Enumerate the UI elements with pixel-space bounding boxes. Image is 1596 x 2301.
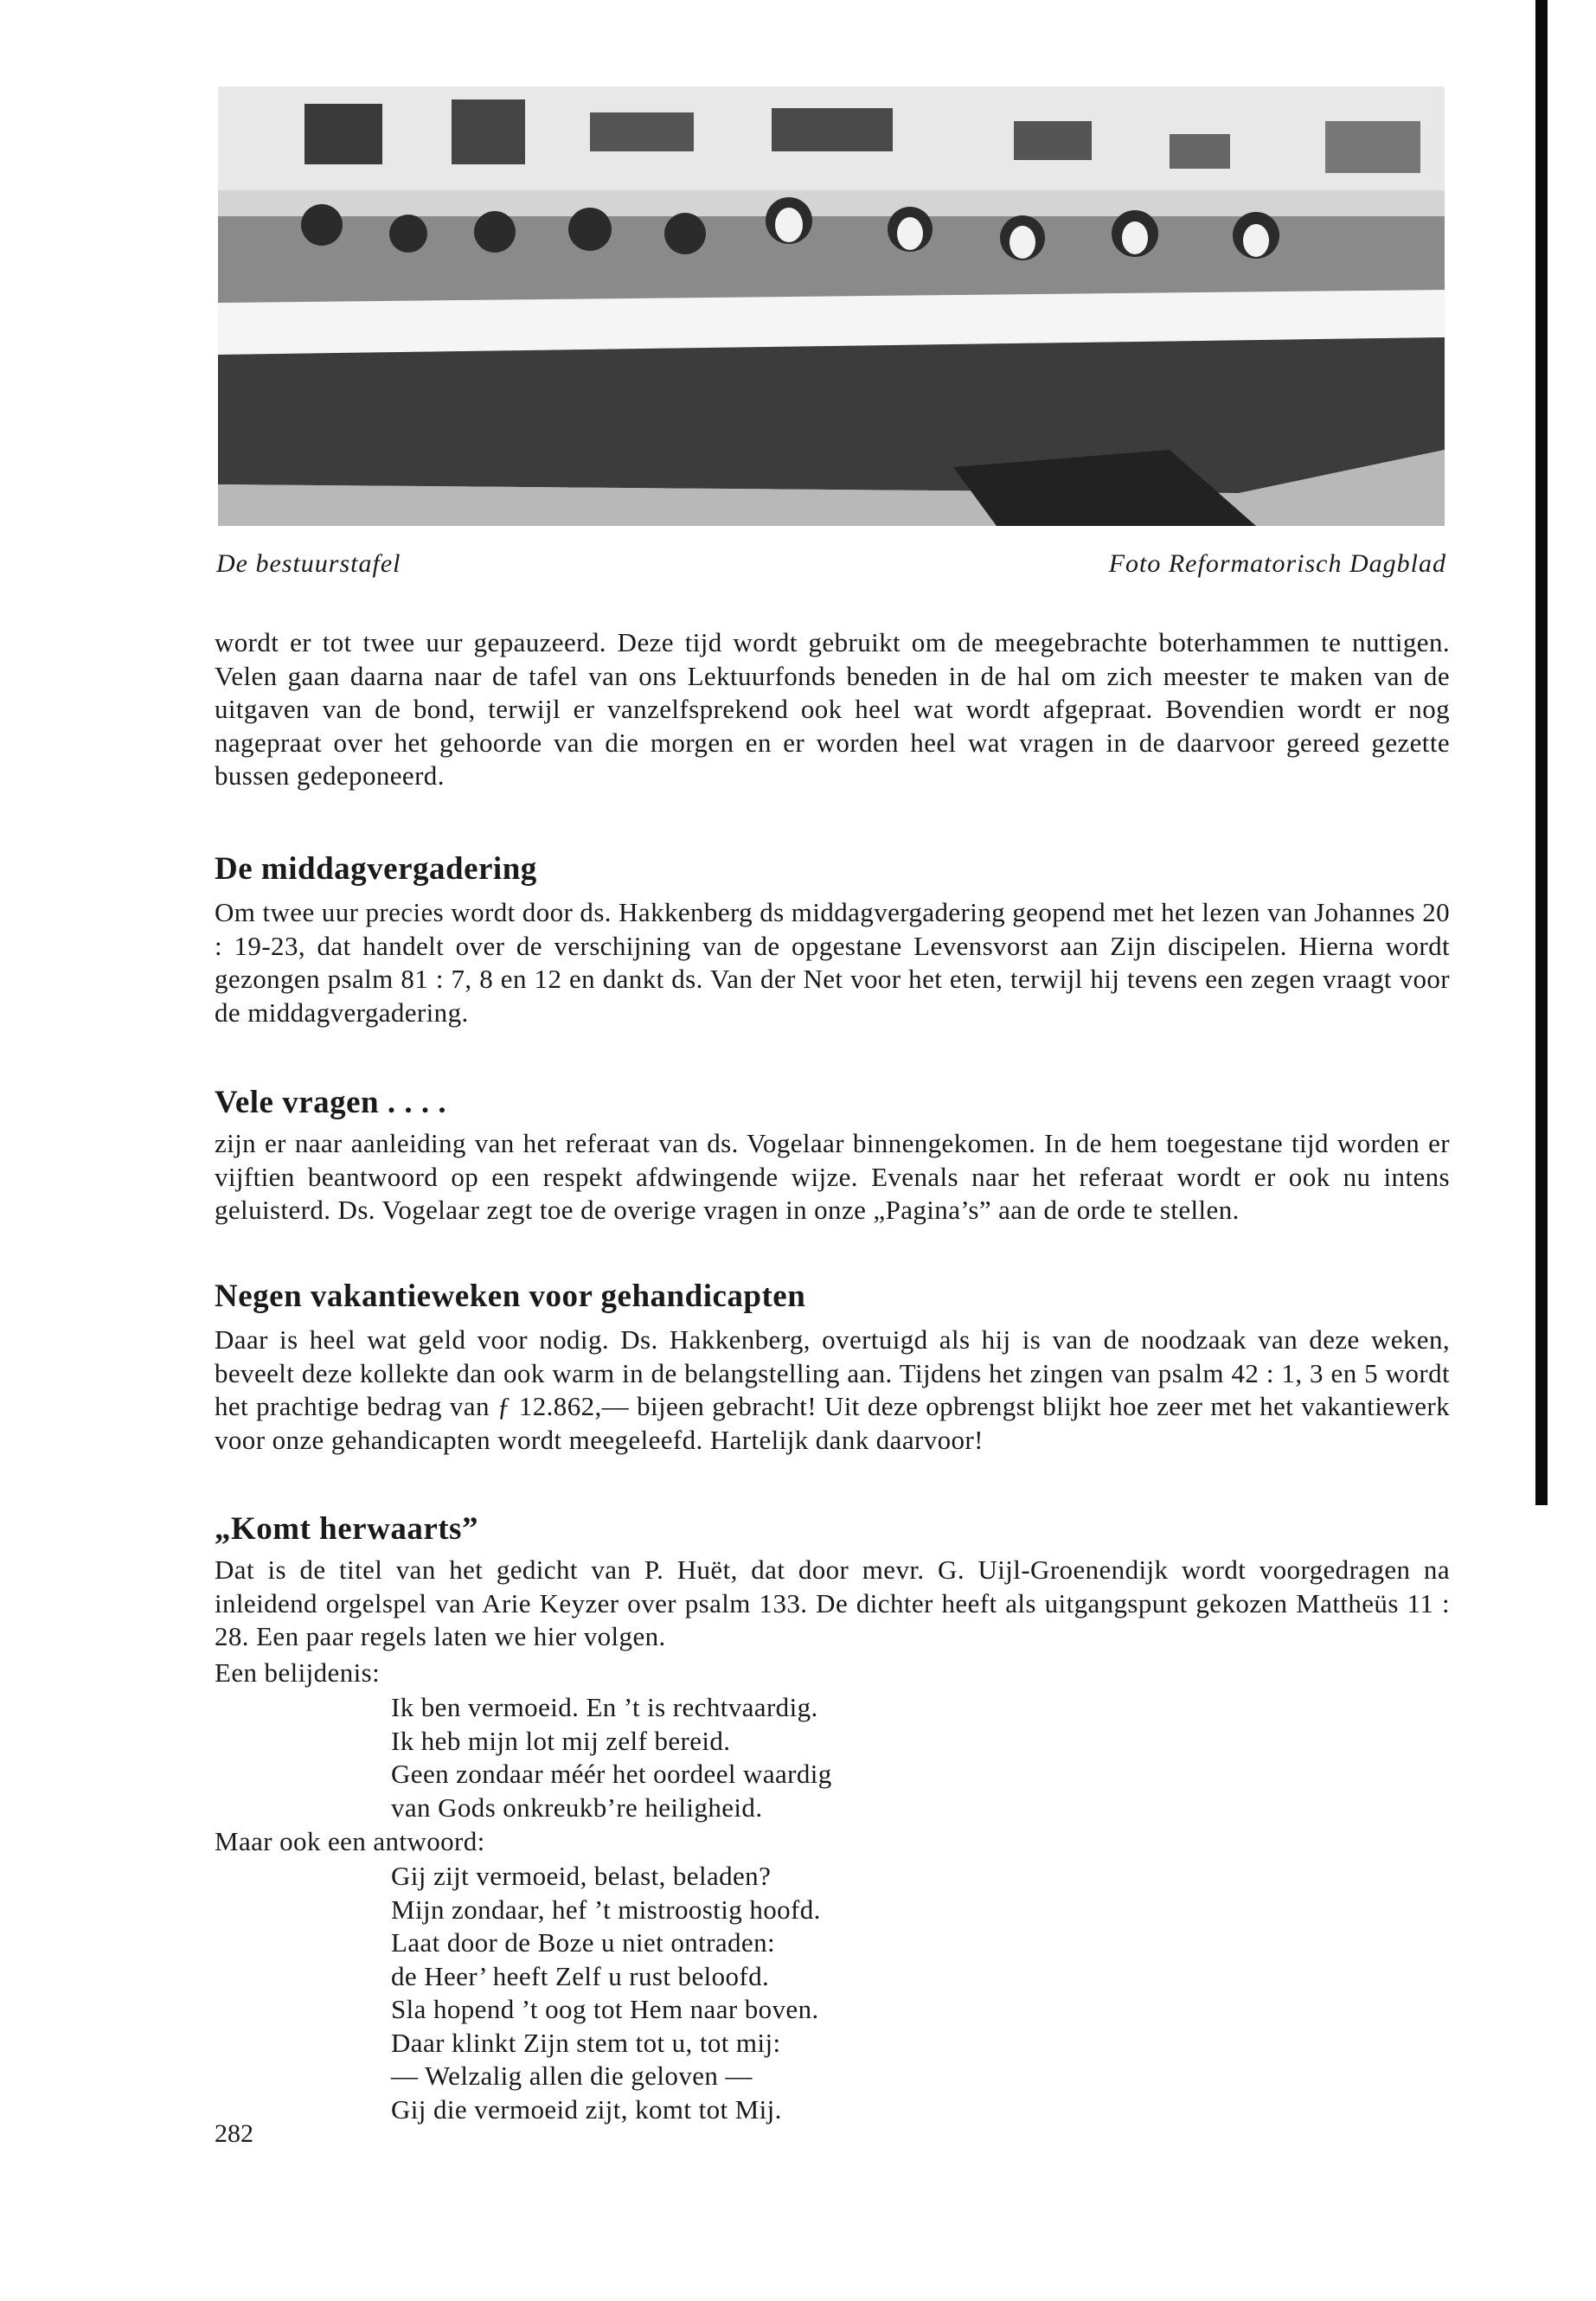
paragraph-komt [215,1554,1450,1654]
heading-vele-vragen: Vele vragen . . . . [215,1085,447,1120]
poem-label-belijdenis: Een belijdenis: [215,1657,381,1688]
poem-line: Mijn zondaar, hef ’t mistroostig hoofd. [391,1894,821,1925]
heading-vakantieweken: Negen vakantieweken voor gehandicapten [215,1279,806,1314]
poem-line: Gij zijt vermoeid, belast, beladen? [391,1861,772,1891]
poem-line: — Welzalig allen die geloven — [391,2061,753,2091]
poem-label-antwoord: Maar ook een antwoord: [215,1826,485,1856]
paragraph-intro [215,626,1450,793]
paragraph-middag-text: Om twee uur precies wordt door ds. Hakkenberg ds middagvergadering geopend met het lezen van Johannes 20 : 19-23, dat handelt over de verschijning van de opgestane Levensvorst aan Zijn discipelen. Hierna wordt gezongen psalm 81 : 7, 8 en 12 en dankt ds. Van der Net voor het eten, terwijl hij tevens een zegen vraagt voor de middagvergadering. [215,897,1450,1028]
poem-line: van Gods onkreukb’re heiligheid. [391,1791,763,1823]
poem-line: Laat door de Boze u niet ontraden: [391,1927,775,1958]
poem-line: Geen zondaar méér het oordeel waardig [391,1759,832,1789]
paragraph-intro-text: wordt er tot twee uur gepauzeerd. Deze tijd wordt gebruikt om de meegebrachte boterhammen te nuttigen. Velen gaan daarna naar de tafel van ons Lektuurfonds beneden in de hal om zich meester te maken van de uitgaven van de bond, terwijl er vanzelfsprekend ook heel wat wordt afgepraat. Bovendien wordt er nog nagepraat over het gehoorde van die morgen en er worden heel wat vragen in de daarvoor gereed gezette bussen gedeponeerd. [215,627,1450,791]
heading-middagvergadering: De middagvergadering [215,851,537,887]
paragraph-vakantie-text: Daar is heel wat geld voor nodig. Ds. Hakkenberg, overtuigd als hij is van de noodzaak van deze weken, beveelt deze kollekte dan ook warm in de belangstelling aan. Tijdens het zingen van psalm 42 : 1, 3 en 5 wordt het prachtige bedrag van ƒ 12.862,— bijeen gebracht! Uit deze opbrengst blijkt hoe zeer met het vakantiewerk voor onze gehandicapten wordt meegeleefd. Hartelijk dank daarvoor! [215,1324,1450,1455]
poem-line: Sla hopend ’t oog tot Hem naar boven. [391,1994,819,2024]
photo-caption [216,549,1446,579]
poem-stanza-2 [391,1860,821,2126]
photo-illustration [218,87,1445,526]
poem-line: de Heer’ heeft Zelf u rust beloofd. [391,1960,770,1991]
page-number: 282 [215,2119,253,2148]
poem-line: Ik ben vermoeid. En ’t is rechtvaardig. [391,1692,818,1722]
poem-line: Daar klinkt Zijn stem tot u, tot mij: [391,2027,781,2058]
photo-board-table [218,87,1445,526]
poem-line: Gij die vermoeid zijt, komt tot Mij. [391,2093,782,2125]
paragraph-middag [215,896,1450,1029]
caption-credit: Foto Reformatorisch Dagblad [1108,549,1446,578]
paragraph-vakantie [215,1324,1450,1457]
scan-edge-bar [1535,0,1548,1505]
caption-title: De bestuurstafel [216,549,401,578]
paragraph-vragen [215,1127,1450,1227]
paragraph-vragen-text: zijn er naar aanleiding van het referaat van ds. Vogelaar binnengekomen. In de hem toegestane tijd worden er vijftien beantwoord op een respekt afdwingende wijze. Evenals naar het referaat wordt er ook nu intens geluisterd. Ds. Vogelaar zegt toe de overige vragen in onze „Pagina’s” aan de orde te stellen. [215,1128,1450,1225]
poem-line: Ik heb mijn lot mij zelf bereid. [391,1725,731,1756]
heading-komt-herwaarts: „Komt herwaarts” [215,1511,478,1547]
poem-stanza-1 [391,1691,832,1824]
paragraph-komt-text: Dat is de titel van het gedicht van P. Huët, dat door mevr. G. Uijl-Groenendijk wordt voorgedragen na inleidend orgelspel van Arie Keyzer over psalm 133. De dichter heeft als uitgangspunt gekozen Mattheüs 11 : 28. Een paar regels laten we hier volgen. [215,1554,1450,1651]
